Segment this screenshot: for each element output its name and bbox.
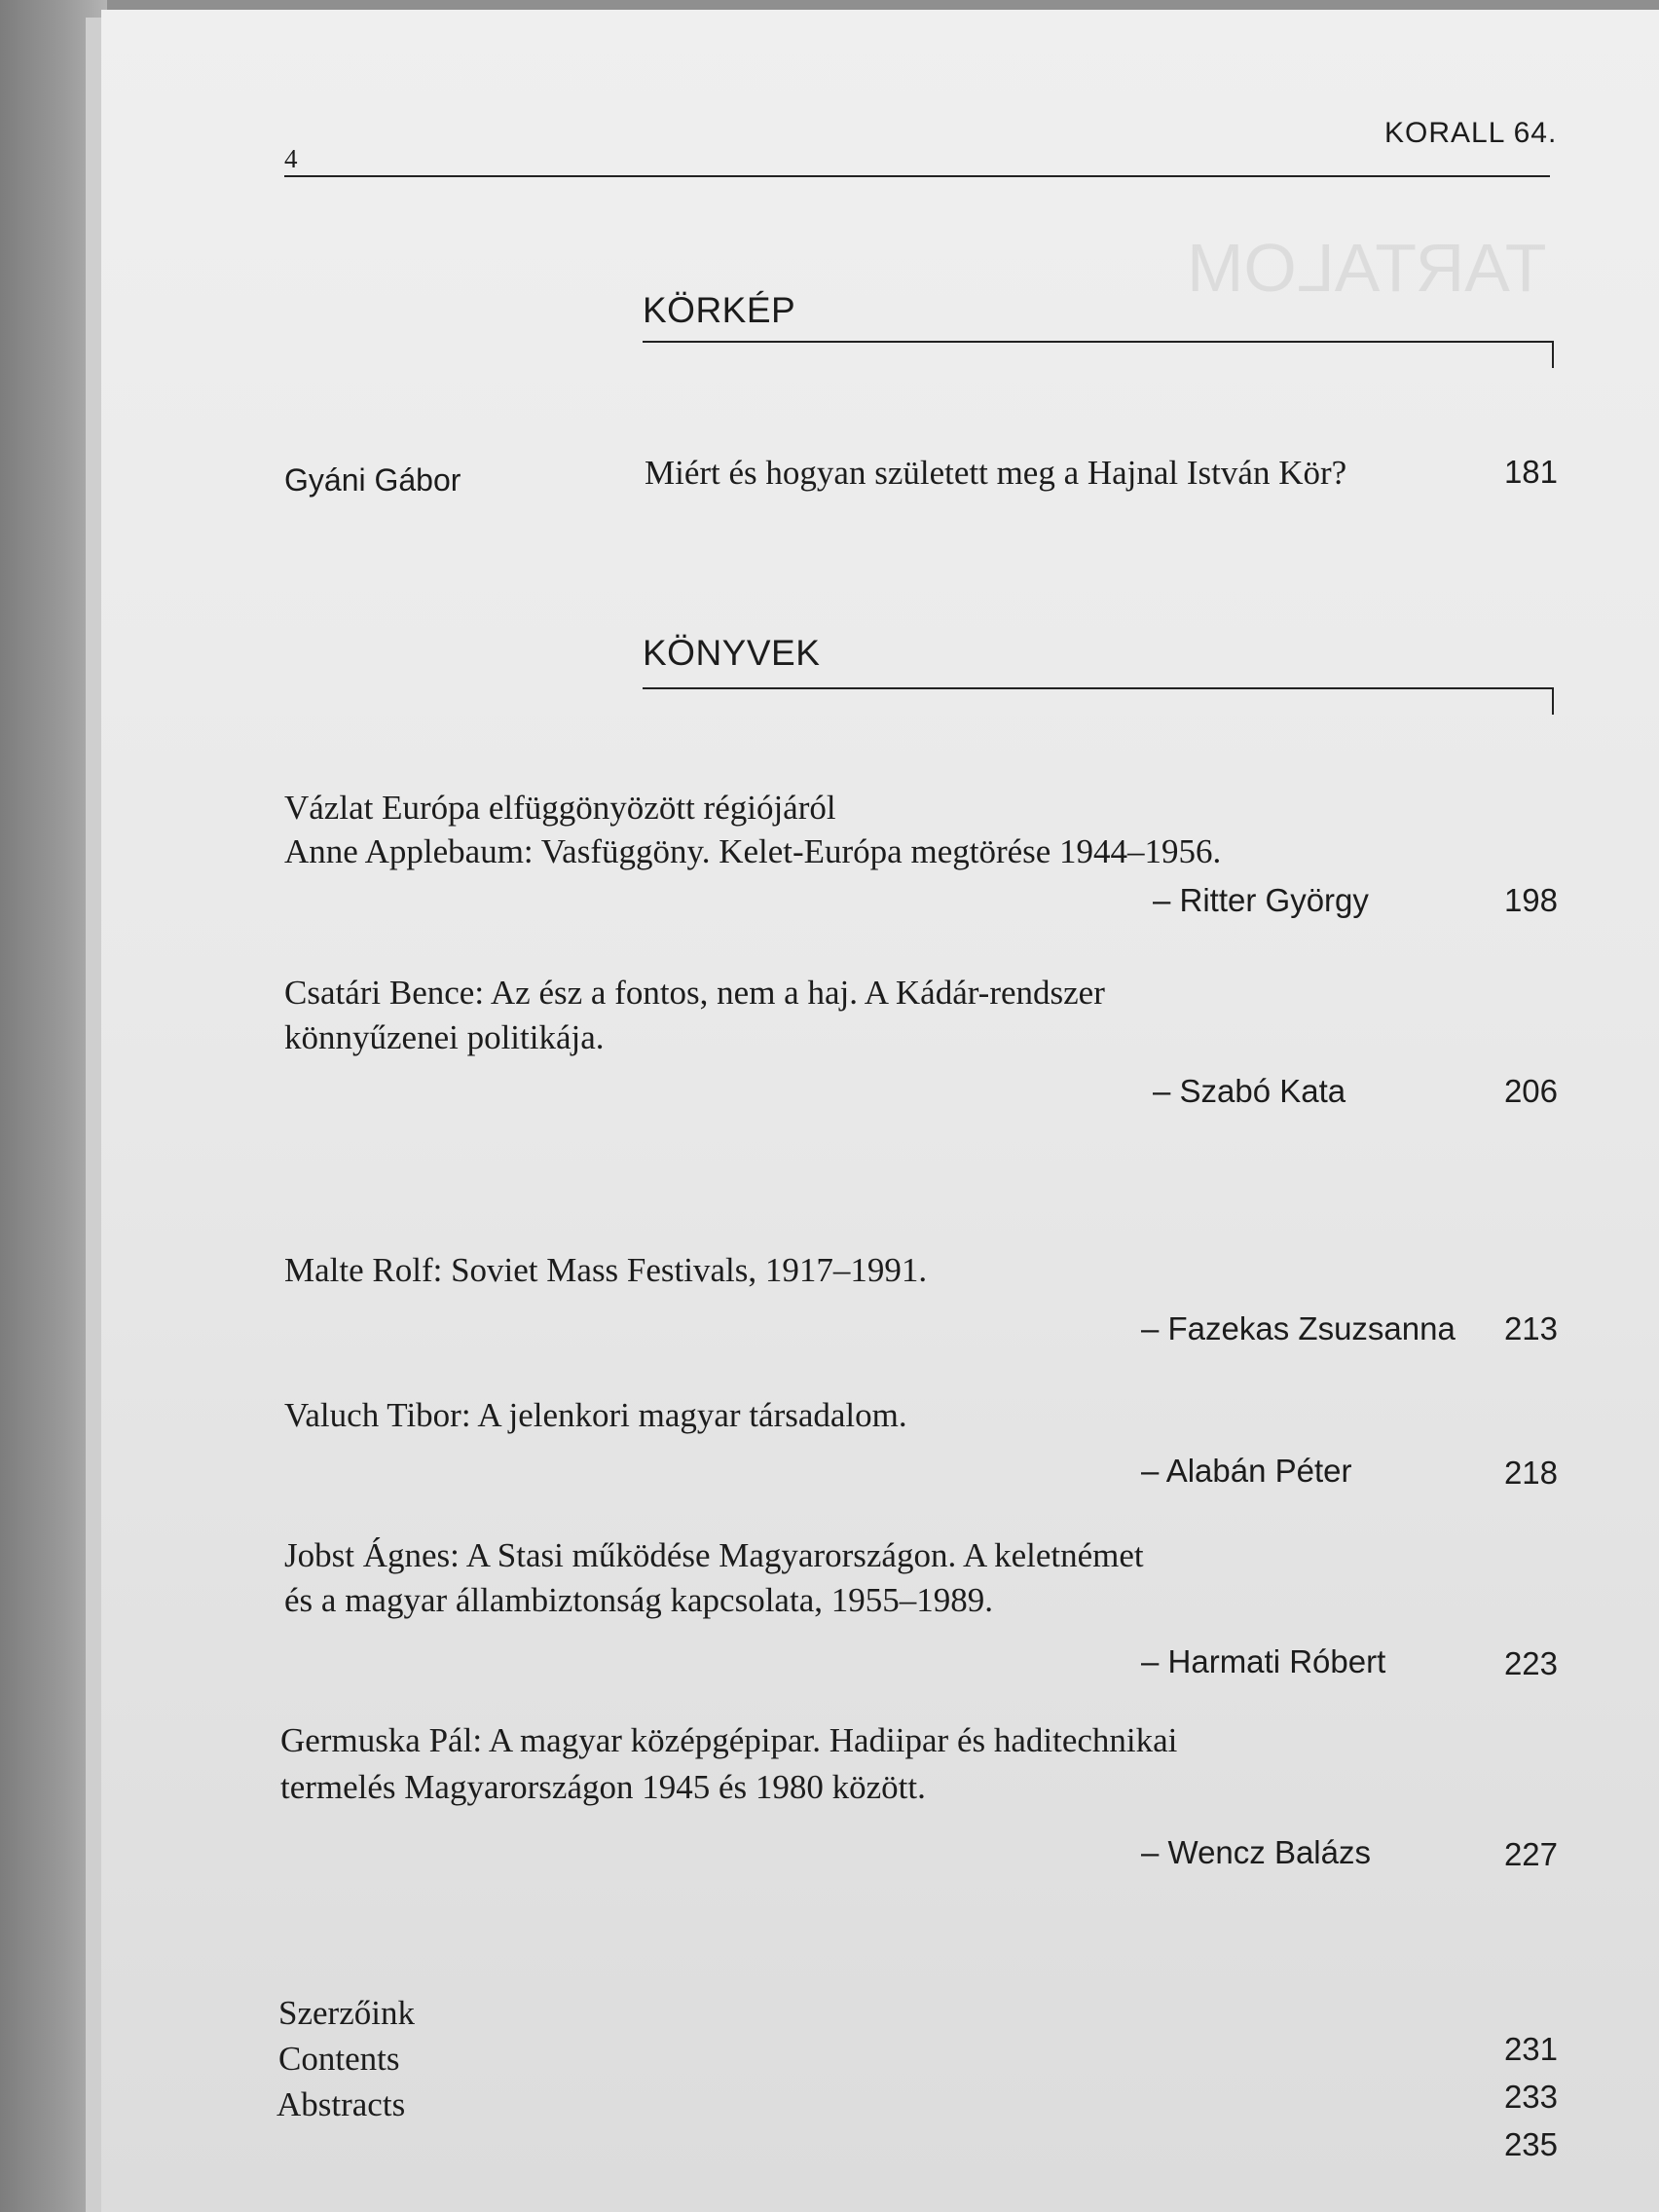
review-line: Vázlat Európa elfüggönyözött régiójáról xyxy=(284,789,836,827)
review-line: Anne Applebaum: Vasfüggöny. Kelet-Európa megtörése 1944–1956. xyxy=(284,832,1222,870)
toc-page: 223 xyxy=(1503,1645,1558,1681)
review-line: Jobst Ágnes: A Stasi működése Magyarországon. A keletnémet xyxy=(284,1536,1144,1574)
review-line: könnyűzenei politikája. xyxy=(284,1018,605,1056)
review-line: Germuska Pál: A magyar középgépipar. Hadiipar és haditechnikai xyxy=(280,1721,1178,1759)
toc-page: 235 xyxy=(1503,2126,1558,2162)
back-matter-label: Abstracts xyxy=(276,2085,406,2123)
reviewer-name: – Szabó Kata xyxy=(1153,1073,1346,1109)
document-page xyxy=(101,10,1659,2212)
review-line: és a magyar állambiztonság kapcsolata, 1955–1989. xyxy=(284,1581,993,1619)
toc-page: 231 xyxy=(1503,2031,1558,2067)
toc-title: Miért és hogyan született meg a Hajnal István Kör? xyxy=(645,454,1347,492)
toc-page: 233 xyxy=(1503,2079,1558,2115)
reviewer-name: – Wencz Balázs xyxy=(1141,1834,1371,1870)
reviewer-name: – Alabán Péter xyxy=(1141,1453,1352,1489)
bleed-through-title: TARTALOM xyxy=(1187,230,1547,306)
toc-page: 227 xyxy=(1503,1836,1558,1872)
page-number: 4 xyxy=(284,144,298,173)
toc-page: 213 xyxy=(1503,1310,1558,1346)
toc-page: 206 xyxy=(1503,1073,1558,1109)
reviewer-name: – Ritter György xyxy=(1153,882,1369,918)
header-rule xyxy=(284,175,1550,177)
back-matter-label: Contents xyxy=(278,2040,400,2078)
reviewer-name: – Harmati Róbert xyxy=(1141,1643,1386,1679)
section-heading-korkep: KÖRKÉP xyxy=(643,290,796,330)
review-line: Csatári Bence: Az ész a fontos, nem a haj. A Kádár-rendszer xyxy=(284,974,1105,1012)
section-rule-korkep xyxy=(643,341,1554,343)
journal-title: KORALL 64. xyxy=(1384,117,1558,149)
toc-page: 198 xyxy=(1503,882,1558,918)
toc-page: 181 xyxy=(1503,454,1558,490)
section-rule-konyvek xyxy=(643,687,1554,689)
review-line: Valuch Tibor: A jelenkori magyar társadalom. xyxy=(284,1396,907,1434)
section-heading-konyvek: KÖNYVEK xyxy=(643,633,821,673)
toc-page: 218 xyxy=(1503,1455,1558,1491)
toc-author: Gyáni Gábor xyxy=(284,462,461,498)
reviewer-name: – Fazekas Zsuzsanna xyxy=(1141,1310,1456,1346)
back-matter-label: Szerzőink xyxy=(278,1994,415,2032)
review-line: termelés Magyarországon 1945 és 1980 között. xyxy=(280,1768,926,1806)
review-line: Malte Rolf: Soviet Mass Festivals, 1917–1991. xyxy=(284,1251,928,1289)
